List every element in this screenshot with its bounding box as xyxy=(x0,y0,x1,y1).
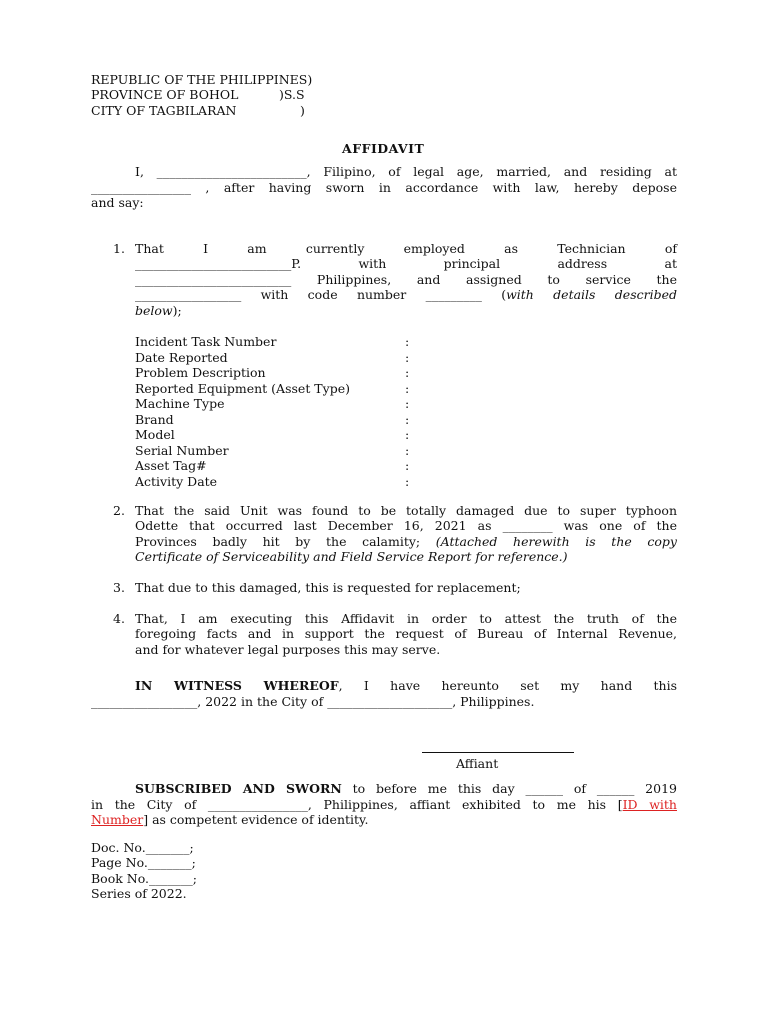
detail-colon: : xyxy=(405,396,410,411)
detail-colon: : xyxy=(405,411,410,427)
detail-colon: : xyxy=(405,365,410,380)
item1-line-5: below); xyxy=(135,303,182,318)
item4-line-1: That, I am executing this Affidavit in order to attest the truth of the xyxy=(135,611,677,626)
detail-label: Reported Equipment (Asset Type) xyxy=(135,380,350,396)
item-number-3: 3. xyxy=(113,580,125,595)
item2-line-4: Certificate of Serviceability and Field Service Report for reference.) xyxy=(135,549,568,564)
affiant-signature-line xyxy=(422,752,574,753)
detail-colon: : xyxy=(405,380,410,396)
detail-colon: : xyxy=(405,427,410,442)
item2-line-1: That the said Unit was found to be totally damaged due to super typhoon xyxy=(135,503,677,518)
item4-line-3: and for whatever legal purposes this may serve. xyxy=(135,642,441,657)
detail-label: Problem Description xyxy=(135,365,266,380)
jurat-line-2: in the City of ________________, Philippines, affiant exhibited to me his [ID with xyxy=(91,797,677,812)
detail-label: Serial Number xyxy=(135,442,229,458)
detail-label: Brand xyxy=(135,411,174,427)
item1-line-3: _________________________ Philippines, and assigned to service the xyxy=(135,272,677,287)
page-number: Page No._______; xyxy=(91,855,196,870)
series-year: Series of 2022. xyxy=(91,886,187,901)
witness-line-1: IN WITNESS WHEREOF, I have hereunto set my hand this xyxy=(135,678,677,693)
jurat-line-3: Number] as competent evidence of identity. xyxy=(91,812,369,827)
item-number-2: 2. xyxy=(113,503,125,518)
header-ss: )S.S xyxy=(279,87,305,102)
item4-line-2: foregoing facts and in support the request of Bureau of Internal Revenue, xyxy=(135,626,677,641)
intro-line-1: I, ________________________, Filipino, of legal age, married, and residing at xyxy=(135,164,677,179)
detail-label: Incident Task Number xyxy=(135,334,277,349)
detail-label: Machine Type xyxy=(135,396,225,411)
affiant-label: Affiant xyxy=(456,756,499,771)
header-province: PROVINCE OF BOHOL xyxy=(91,87,239,102)
header-republic: REPUBLIC OF THE PHILIPPINES) xyxy=(91,72,313,87)
book-number: Book No._______; xyxy=(91,871,197,886)
item1-line-2: _________________________P. with principal address at xyxy=(135,256,677,271)
item-number-4: 4. xyxy=(113,611,125,626)
detail-label: Activity Date xyxy=(135,473,218,489)
item2-line-3: Provinces badly hit by the calamity; (Attached herewith is the copy xyxy=(135,534,677,549)
detail-label: Model xyxy=(135,427,175,442)
header-city: CITY OF TAGBILARAN xyxy=(91,103,237,118)
item1-line-4: _________________ with code number _________ (with details described xyxy=(135,287,677,302)
item1-line-1: That I am currently employed as Technician of xyxy=(135,241,677,256)
detail-colon: : xyxy=(405,458,410,473)
detail-label: Asset Tag# xyxy=(135,458,207,473)
intro-line-2: ________________ , after having sworn in accordance with law, hereby depose xyxy=(91,180,677,195)
item2-line-2: Odette that occurred last December 16, 2021 as ________ was one of the xyxy=(135,518,677,533)
doc-number: Doc. No._______; xyxy=(91,840,194,855)
item-number-1: 1. xyxy=(113,241,125,256)
document-title: AFFIDAVIT xyxy=(342,141,425,156)
detail-label: Date Reported xyxy=(135,349,228,365)
header-city-paren: ) xyxy=(300,103,305,118)
jurat-line-1: SUBSCRIBED AND SWORN to before me this day ______ of ______ 2019 xyxy=(135,781,677,796)
detail-colon: : xyxy=(405,473,410,489)
detail-colon: : xyxy=(405,349,410,365)
detail-colon: : xyxy=(405,442,410,458)
intro-line-3: and say: xyxy=(91,195,144,210)
witness-line-2: _________________, 2022 in the City of ____________________, Philippines. xyxy=(91,694,535,709)
item3-line-1: That due to this damaged, this is requested for replacement; xyxy=(135,580,521,595)
detail-colon: : xyxy=(405,334,410,349)
